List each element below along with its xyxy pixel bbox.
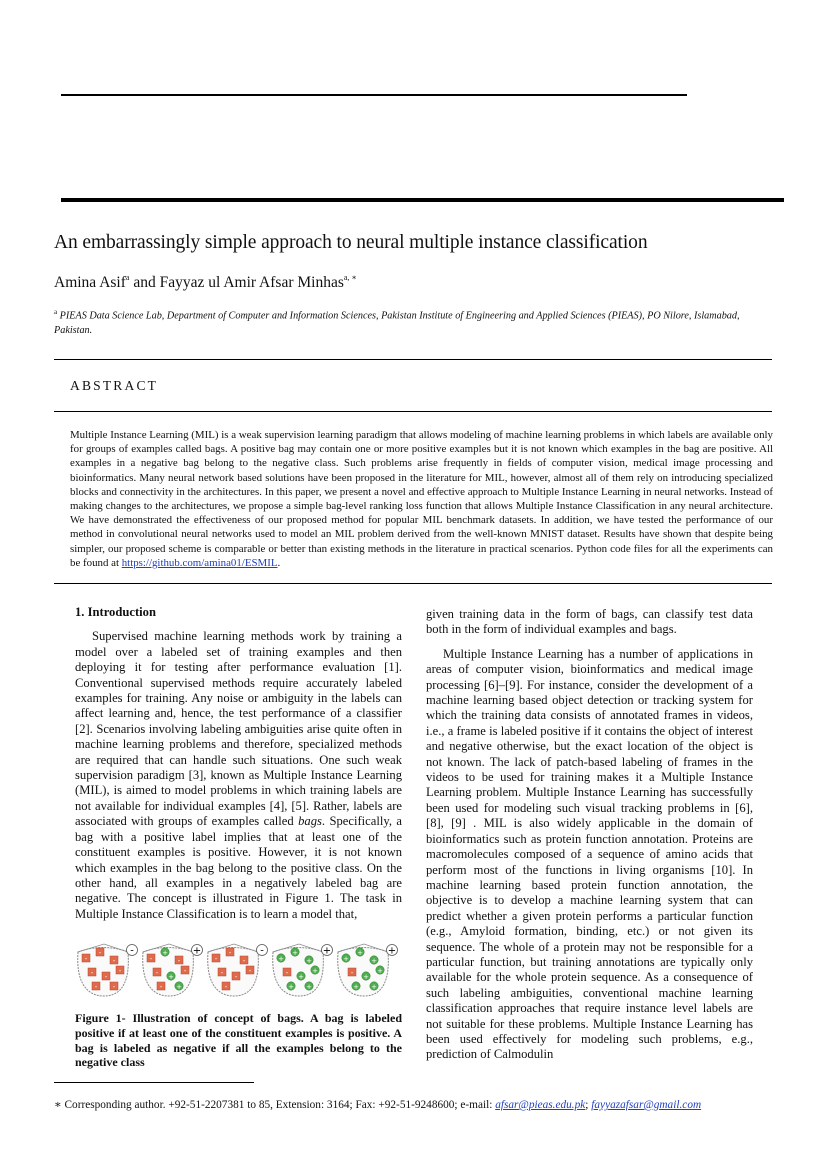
instance-sign: + xyxy=(292,949,298,957)
instance-sign: - xyxy=(285,969,289,977)
instance-sign: + xyxy=(288,983,294,991)
affiliation-marker: a xyxy=(54,308,58,316)
instance-sign: + xyxy=(176,983,182,991)
instance-sign: + xyxy=(371,983,377,991)
instance-sign: + xyxy=(343,955,349,963)
section-heading: 1. Introduction xyxy=(75,605,156,619)
abstract-heading: ABSTRACT xyxy=(70,378,159,393)
abstract-mid-rule xyxy=(54,411,772,412)
paragraph-text: . Specifically, a bag with a positive label implies that at least one of the constituent examples is positive. However, it is not known which examples in the bag belong to the positive class. On the other hand, all examples in a negatively labeled bag are negative. The concept is illustrated in Figure 1. The task in Multiple Instance Classification is to learn a model that, xyxy=(75,814,402,921)
footnote-text: Corresponding author. +92-51-2207381 to 85, Extension: 3164; Fax: +92-51-9248600; e-mail: xyxy=(61,1099,496,1111)
abstract-body xyxy=(70,428,773,570)
figure-1-caption: Figure 1- Illustration of concept of bags. A bag is labeled positive if at least one of the constituent examples is positive. A bag is labeled as negative if all the examples belong to the negative class xyxy=(75,1011,402,1070)
author-connector: and xyxy=(129,274,160,291)
instance-sign: + xyxy=(162,949,168,957)
instance-sign: - xyxy=(228,949,232,957)
instance-sign: - xyxy=(242,957,246,965)
instance-sign: - xyxy=(350,969,354,977)
instance-sign: - xyxy=(214,955,218,963)
author-name: Amina Asif xyxy=(54,274,126,291)
affiliation xyxy=(54,305,774,338)
left-column xyxy=(75,605,402,922)
instance-sign: + xyxy=(168,973,174,981)
instance-sign: - xyxy=(94,983,98,991)
bag-label: - xyxy=(130,945,134,957)
affiliation-marker: a xyxy=(125,273,130,282)
instance-sign: - xyxy=(90,969,94,977)
paper-title: An embarrassingly simple approach to neural multiple instance classification xyxy=(54,232,648,253)
instance-sign: + xyxy=(353,983,359,991)
instance-sign: - xyxy=(104,973,108,981)
intro-paragraph-continued: given training data in the form of bags, can classify test data both in the form of individual examples and bags. xyxy=(426,607,753,637)
intro-paragraph xyxy=(75,629,402,922)
footnote-separator: ; xyxy=(585,1099,592,1111)
instance-sign: + xyxy=(306,957,312,965)
emphasis-bags: bags xyxy=(298,814,322,829)
affiliation-marker: a, ∗ xyxy=(343,273,357,282)
affiliation-text: PIEAS Data Science Lab, Department of Computer and Information Sciences, Pakistan Institute of Engineering and Applied Sciences (PIEAS), PO Nilore, Islamabad, Pakistan. xyxy=(54,310,740,337)
instance-sign: - xyxy=(234,973,238,981)
bag-label: + xyxy=(192,945,202,957)
bag-label: - xyxy=(260,945,264,957)
bag-label: + xyxy=(387,945,397,957)
paragraph-text: Supervised machine learning methods work by training a model over a labeled set of training examples and then deploying it for testing after performance evaluation [1]. Conventional supervised methods require accurately labeled examples for training. Any noise or ambiguity in the labels can affect learning and, hence, the test performance of a classifier [2]. Scenarios involving labeling ambiguities arise quite often in machine learning problems and therefore, specialized methods are required that can handle such situations. One such weak supervision paradigm [3], known as Multiple Instance Learning (MIL), is aimed to model problems in which training labels are not available for individual examples [4], [5]. Rather, labels are associated with groups of examples called xyxy=(75,629,402,829)
instance-sign: + xyxy=(312,967,318,975)
instance-sign: - xyxy=(112,957,116,965)
instance-sign: + xyxy=(298,973,304,981)
instance-sign: - xyxy=(112,983,116,991)
instance-sign: - xyxy=(159,983,163,991)
instance-sign: - xyxy=(98,949,102,957)
abstract-text: Multiple Instance Learning (MIL) is a weak supervision learning paradigm that allows modeling of machine learning problems in which labels are available only for groups of examples called bags. A positive bag may contain one or more positive examples but it is not known which examples in the bag are positive. All examples in a negative bag belong to the negative class. Such problems arise frequently in fields of computer vision, medical image processing and bioinformatics. Many neural network based solutions have been proposed in the literature for MIL, however, almost all of them rely on introducing specialized blocks and connectivity in the architectures. In this paper, we present a novel and effective approach to Multiple Instance Learning in neural networks. Instead of making changes to the architectures, we propose a simple bag-level ranking loss function that allows Multiple Instance Classification in any neural architecture. We have demonstrated the effectiveness of our proposed method for popular MIL benchmark datasets. In addition, we have tested the performance of our method in convolutional neural networks used to model an MIL problem derived from the well-known MNIST dataset. Results have shown that despite being simpler, our proposed scheme is comparable or better than existing methods in the literature in practical scenarios. Python code files for all the experiments can be found at xyxy=(70,429,773,569)
instance-sign: + xyxy=(377,967,383,975)
header-thick-rule xyxy=(61,198,784,202)
figure-1-bags-illustration xyxy=(74,938,401,998)
footnote-rule xyxy=(54,1082,254,1083)
footnote xyxy=(54,1098,784,1111)
author-list xyxy=(54,273,357,292)
instance-sign: - xyxy=(220,969,224,977)
bag-label: + xyxy=(322,945,332,957)
right-column xyxy=(426,607,753,1063)
instance-sign: - xyxy=(183,967,187,975)
instance-sign: + xyxy=(278,955,284,963)
header-thin-rule xyxy=(61,94,687,96)
instance-sign: - xyxy=(149,955,153,963)
email-link[interactable]: afsar@pieas.edu.pk xyxy=(495,1099,586,1111)
abstract-top-rule xyxy=(54,359,772,360)
instance-sign: - xyxy=(177,957,181,965)
instance-sign: - xyxy=(118,967,122,975)
instance-sign: - xyxy=(248,967,252,975)
footnote-marker: ∗ xyxy=(54,1099,62,1111)
instance-sign: + xyxy=(357,949,363,957)
abstract-bottom-rule xyxy=(54,583,772,584)
instance-sign: + xyxy=(371,957,377,965)
intro-paragraph: Multiple Instance Learning has a number of applications in areas of computer vision, bioinformatics and medical image processing [6]–[9]. For instance, consider the development of a machine learning based object detection or tracking system for which the training data consists of annotated frames in videos, i.e., a frame is labeled positive if it contains the object of interest and negative otherwise, but the exact location of the object is not known. The lack of patch-based labeling of frames in the videos to be used for training makes it a Multiple Instance Learning problem. Multiple Instance Learning has successfully been used for modeling such visual tracking problems in [6], [8], [9] . MIL is also widely applicable in the domain of bioinformatics such as protein function annotation. Proteins are macromolecules composed of a sequence of amino acids that perform most of the functions in living organisms [10]. In machine learning based protein function annotation, the objective is to develop a machine learning system that can predict whether a given protein performs a particular function (e.g., Amyloid formation, binding, etc.) or not given its sequence. The whole of a protein may not be responsible for a particular function, but training annotations are typically only available for the whole protein sequence. As a consequence of such labeling ambiguities, conventional machine learning classification approaches that require instance level labels are not suitable for these problems. Multiple Instance Learning has been used effectively for modeling such problems, e.g., prediction of Calmodulin xyxy=(426,646,753,1062)
instance-sign: - xyxy=(84,955,88,963)
instance-sign: - xyxy=(224,983,228,991)
code-link[interactable]: https://github.com/amina01/ESMIL xyxy=(121,556,278,569)
instance-sign: + xyxy=(363,973,369,981)
email-link[interactable]: fayyazafsar@gmail.com xyxy=(591,1099,702,1111)
abstract-end: . xyxy=(277,556,281,569)
author-name: Fayyaz ul Amir Afsar Minhas xyxy=(159,274,344,291)
instance-sign: - xyxy=(155,969,159,977)
instance-sign: + xyxy=(306,983,312,991)
